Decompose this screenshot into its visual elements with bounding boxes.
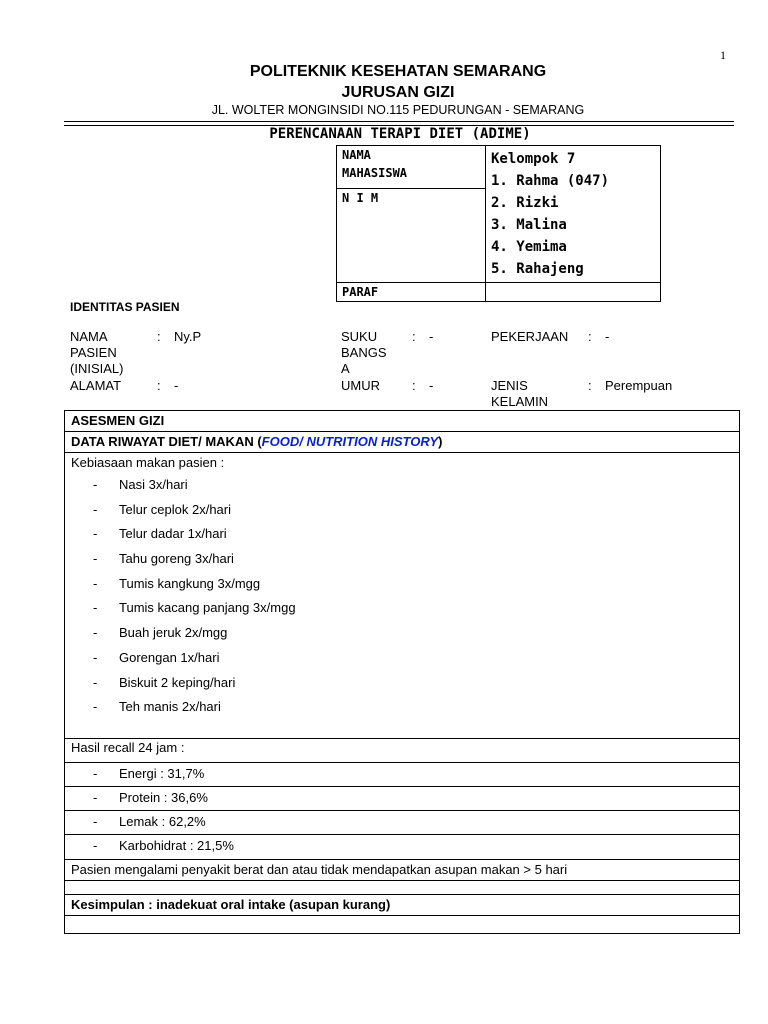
colon: : [588, 378, 592, 393]
eating-habits-cell [65, 453, 739, 739]
form-title: PERENCANAAN TERAPI DIET (ADIME) [269, 126, 531, 142]
eating-habits-label: Kebiasaan makan pasien : [71, 455, 225, 470]
member-4: 4. Yemima [491, 239, 567, 255]
member-3: 3. Malina [491, 217, 567, 233]
assessment-box [64, 410, 740, 934]
colon: : [412, 329, 416, 344]
patient-name-value: Ny.P [174, 329, 202, 344]
list-item: - Telur ceplok 2x/hari [93, 501, 231, 517]
list-item: - Buah jeruk 2x/mgg [93, 625, 228, 641]
student-group-cell [486, 146, 661, 283]
recall-row: - Protein : 36,6% [65, 787, 739, 811]
institution-name: POLITEKNIK KESEHATAN SEMARANG [249, 63, 547, 80]
student-name-label: NAMA MAHASISWA [337, 146, 486, 189]
ethnicity-label: SUKU BANGS A [341, 329, 387, 376]
member-5: 5. Rahajeng [491, 261, 584, 277]
list-item: - Tumis kangkung 3x/mgg [93, 575, 261, 591]
gender-value: Perempuan [605, 378, 673, 393]
member-2: 2. Rizki [491, 195, 559, 211]
condition-note: Pasien mengalami penyakit berat dan atau tidak mendapatkan asupan makan > 5 hari [65, 860, 739, 881]
age-value: - [429, 378, 434, 393]
address-value: - [174, 378, 179, 393]
nim-label: N I M [337, 188, 486, 282]
member-1: 1. Rahma (047) [491, 173, 610, 189]
occupation-label: PEKERJAAN [491, 329, 569, 344]
conclusion: Kesimpulan : inadekuat oral intake (asupan kurang) [65, 895, 739, 916]
patient-name-label: NAMA PASIEN (INISIAL) [70, 329, 124, 376]
eating-habits-list [71, 473, 733, 720]
student-table [336, 145, 661, 302]
list-item: - Telur dadar 1x/hari [93, 526, 227, 542]
address-label: ALAMAT [70, 378, 122, 393]
list-item: - Biskuit 2 keping/hari [93, 674, 236, 690]
ethnicity-value: - [429, 329, 434, 344]
paraf-field[interactable] [486, 283, 661, 302]
institution-address: JL. WOLTER MONGINSIDI NO.115 PEDURUNGAN - SEMARANG [211, 103, 585, 117]
page-number: 1 [720, 48, 726, 62]
patient-section-title: IDENTITAS PASIEN [70, 300, 180, 314]
group-name: Kelompok 7 [491, 151, 576, 167]
colon: : [157, 329, 161, 344]
department-name: JURUSAN GIZI [341, 84, 455, 101]
diet-history-heading: DATA RIWAYAT DIET/ MAKAN (FOOD/ NUTRITION HISTORY) [65, 432, 739, 453]
recall-row: - Lemak : 62,2% [65, 811, 739, 835]
gender-label: JENIS KELAMIN [491, 378, 549, 409]
list-item: - Gorengan 1x/hari [93, 649, 220, 665]
empty-row [65, 881, 739, 895]
list-item: - Teh manis 2x/hari [93, 699, 221, 715]
recall-label: Hasil recall 24 jam : [65, 739, 739, 763]
recall-row: - Karbohidrat : 21,5% [65, 835, 739, 860]
recall-row: - Energi : 31,7% [65, 763, 739, 787]
list-item: - Tumis kacang panjang 3x/mgg [93, 600, 296, 616]
list-item: - Nasi 3x/hari [93, 477, 188, 492]
assessment-title: ASESMEN GIZI [65, 411, 739, 432]
paraf-label: PARAF [337, 283, 486, 302]
empty-row [65, 916, 739, 933]
list-item: - Tahu goreng 3x/hari [93, 551, 234, 567]
colon: : [157, 378, 161, 393]
age-label: UMUR [341, 378, 380, 393]
colon: : [588, 329, 592, 344]
colon: : [412, 378, 416, 393]
occupation-value: - [605, 329, 610, 344]
